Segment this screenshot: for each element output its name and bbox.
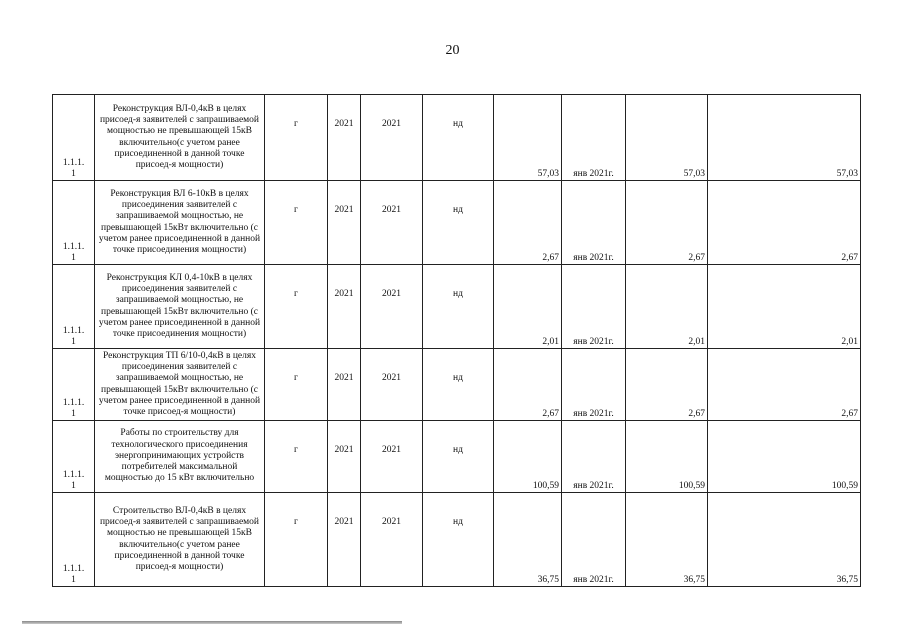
status-text: нд	[453, 289, 463, 299]
value-cell	[494, 265, 562, 349]
unit-cell	[265, 181, 328, 265]
value-text: 2,01	[841, 336, 858, 347]
value-cell	[708, 421, 861, 493]
status-text: нд	[453, 517, 463, 527]
value-text: 100,59	[678, 480, 705, 491]
index-cell	[53, 493, 95, 587]
year-start-cell	[328, 265, 361, 349]
value-cell	[626, 349, 708, 421]
status-text: нд	[453, 119, 463, 129]
date-cell	[562, 95, 626, 181]
project-name-text: Реконструкция ВЛ-0,4кВ в целях присоед-я заявителей с запрашиваемой мощностью не превышающей 15кВ включительно(с учетом ранее присоединенной в данной точке присоед-я мощности)	[99, 103, 260, 170]
value-cell	[494, 421, 562, 493]
value-cell	[494, 493, 562, 587]
year-start-text: 2021	[334, 445, 354, 455]
table-row	[53, 421, 861, 493]
value-text: 57,03	[836, 168, 858, 179]
date-text: янв 2021г.	[573, 574, 614, 585]
value-cell	[494, 349, 562, 421]
status-cell	[423, 95, 494, 181]
project-name-text: Работы по строительству для технологического присоединения энергопринимающих устройств потребителей максимальной мощностью до 15 кВт включительно	[104, 428, 255, 484]
status-cell	[423, 265, 494, 349]
value-text: 2,67	[841, 408, 858, 419]
value-cell	[626, 493, 708, 587]
year-start-text: 2021	[334, 205, 354, 215]
unit-text: г	[294, 373, 298, 383]
value-cell	[626, 95, 708, 181]
date-cell	[562, 421, 626, 493]
year-start-cell	[328, 181, 361, 265]
year-end-text: 2021	[382, 517, 401, 527]
value-text: 36,75	[836, 574, 858, 585]
status-cell	[423, 349, 494, 421]
year-end-text: 2021	[382, 445, 401, 455]
value-text: 2,67	[542, 252, 559, 263]
status-text: нд	[453, 205, 463, 215]
value-text: 57,03	[537, 168, 559, 179]
value-cell	[626, 421, 708, 493]
index-text: 1.1.1. 1	[62, 241, 85, 263]
table-row	[53, 95, 861, 181]
value-text: 2,67	[542, 408, 559, 419]
year-start-cell	[328, 95, 361, 181]
index-text: 1.1.1. 1	[62, 397, 85, 419]
project-name-cell	[95, 181, 265, 265]
value-cell	[708, 493, 861, 587]
index-text: 1.1.1. 1	[62, 469, 85, 491]
index-cell	[53, 349, 95, 421]
investment-table	[52, 94, 861, 587]
date-cell	[562, 265, 626, 349]
value-cell	[626, 181, 708, 265]
year-end-text: 2021	[382, 119, 401, 129]
value-cell	[708, 265, 861, 349]
value-text: 2,67	[688, 252, 705, 263]
value-cell	[708, 95, 861, 181]
year-end-text: 2021	[382, 289, 401, 299]
date-cell	[562, 181, 626, 265]
year-end-cell	[361, 265, 423, 349]
value-text: 2,67	[841, 252, 858, 263]
value-text: 100,59	[831, 480, 858, 491]
date-text: янв 2021г.	[573, 336, 614, 347]
year-end-text: 2021	[382, 205, 401, 215]
unit-cell	[265, 493, 328, 587]
unit-text: г	[294, 119, 298, 129]
value-text: 2,01	[688, 336, 705, 347]
table-row	[53, 265, 861, 349]
status-text: нд	[453, 373, 463, 383]
status-cell	[423, 181, 494, 265]
unit-cell	[265, 349, 328, 421]
project-name-cell	[95, 493, 265, 587]
year-start-text: 2021	[334, 119, 354, 129]
value-cell	[708, 349, 861, 421]
date-cell	[562, 493, 626, 587]
unit-text: г	[294, 205, 298, 215]
index-cell	[53, 181, 95, 265]
value-cell	[708, 181, 861, 265]
project-name-text: Реконструкция ВЛ 6-10кВ в целях присоединения заявителей с запрашиваемой мощностью, не превышающей 15кВт включительно (с учетом ранее присоединенной в данной точке присоединения мощности)	[98, 188, 261, 255]
table-row	[53, 493, 861, 587]
project-name-cell	[95, 265, 265, 349]
project-name-cell	[95, 95, 265, 181]
scan-edge-line	[22, 621, 402, 624]
index-text: 1.1.1. 1	[62, 157, 85, 179]
index-cell	[53, 265, 95, 349]
year-start-text: 2021	[334, 517, 354, 527]
year-start-cell	[328, 421, 361, 493]
value-text: 2,01	[542, 336, 559, 347]
status-cell	[423, 493, 494, 587]
value-text: 2,67	[688, 408, 705, 419]
year-start-text: 2021	[334, 373, 354, 383]
project-name-cell	[95, 349, 265, 421]
index-text: 1.1.1. 1	[62, 325, 85, 347]
table-row	[53, 181, 861, 265]
date-cell	[562, 349, 626, 421]
value-text: 100,59	[532, 480, 559, 491]
unit-cell	[265, 265, 328, 349]
project-name-text: Строительство ВЛ-0,4кВ в целях присоед-я заявителей с запрашиваемой мощностью не превышающей 15кВ включительно(с учетом ранее присоединенной в данной точке присоед-я мощности)	[99, 505, 260, 572]
date-text: янв 2021г.	[573, 408, 614, 419]
unit-text: г	[294, 289, 298, 299]
value-cell	[494, 95, 562, 181]
year-end-cell	[361, 421, 423, 493]
project-name-text: Реконструкция ТП 6/10-0,4кВ в целях присоединения заявителей с запрашиваемой мощностью, не превышающей 15кВт включительно (с учетом ранее присоединенной в данной точке присоед-я мощности)	[98, 350, 261, 417]
value-text: 36,75	[683, 574, 705, 585]
year-end-cell	[361, 493, 423, 587]
index-cell	[53, 421, 95, 493]
value-text: 57,03	[683, 168, 705, 179]
year-end-cell	[361, 181, 423, 265]
year-start-cell	[328, 493, 361, 587]
page-number: 20	[445, 43, 460, 58]
status-cell	[423, 421, 494, 493]
year-end-cell	[361, 95, 423, 181]
date-text: янв 2021г.	[573, 168, 614, 179]
status-text: нд	[453, 445, 463, 455]
index-text: 1.1.1. 1	[62, 563, 85, 585]
date-text: янв 2021г.	[573, 252, 614, 263]
project-name-cell	[95, 421, 265, 493]
unit-cell	[265, 421, 328, 493]
year-end-cell	[361, 349, 423, 421]
value-cell	[626, 265, 708, 349]
year-start-cell	[328, 349, 361, 421]
value-cell	[494, 181, 562, 265]
index-cell	[53, 95, 95, 181]
project-name-text: Реконструкция КЛ 0,4-10кВ в целях присоединения заявителей с запрашиваемой мощностью, не превышающей 15кВт включительно (с учетом ранее присоединенной в данной точке присоединения мощности)	[98, 272, 261, 339]
unit-text: г	[294, 445, 298, 455]
value-text: 36,75	[537, 574, 559, 585]
unit-text: г	[294, 517, 298, 527]
unit-cell	[265, 95, 328, 181]
date-text: янв 2021г.	[573, 480, 614, 491]
year-start-text: 2021	[334, 289, 354, 299]
table-row	[53, 349, 861, 421]
year-end-text: 2021	[382, 373, 401, 383]
